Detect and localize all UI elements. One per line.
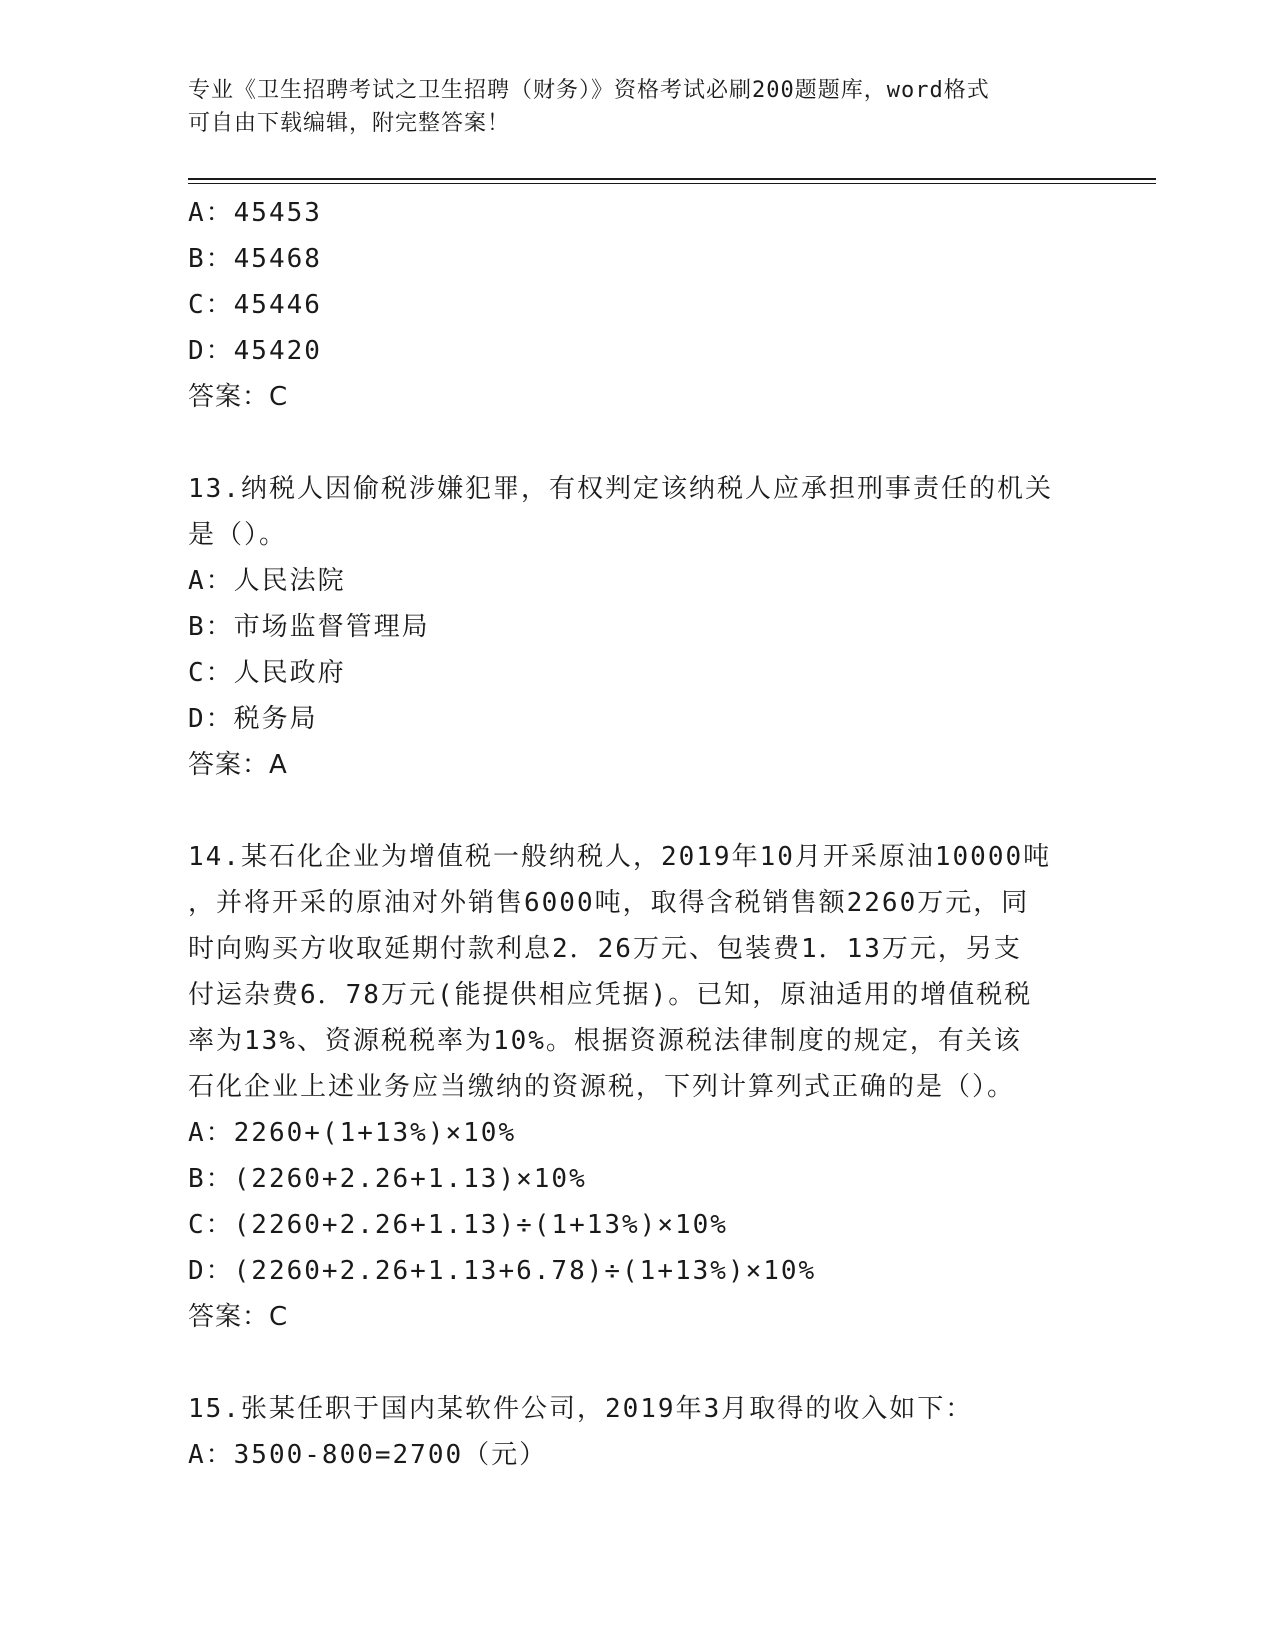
document-body (188, 190, 1088, 1478)
question-stem: ，并将开采的原油对外销售6000吨，取得含税销售额2260万元，同 (188, 888, 1030, 918)
question-stem: 率为13%、资源税税率为10%。根据资源税法律制度的规定，有关该 (188, 1026, 1022, 1056)
question-15 (188, 1386, 1088, 1478)
option-d: D：(2260+2.26+1.13+6.78)÷(1+13%)×10% (188, 1256, 817, 1286)
option-a: A：45453 (188, 198, 322, 228)
question-stem: 15.张某任职于国内某软件公司，2019年3月取得的收入如下： (188, 1394, 974, 1424)
answer: 答案：A (188, 750, 288, 780)
question-stem: 石化企业上述业务应当缴纳的资源税，下列计算列式正确的是（）。 (188, 1072, 1016, 1102)
header-divider-thick (188, 178, 1156, 180)
question-12-continued (188, 190, 1088, 420)
spacer (188, 1340, 1088, 1386)
question-stem: 时向购买方收取延期付款利息2．26万元、包装费1．13万元，另支 (188, 934, 1022, 964)
option-c: C：(2260+2.26+1.13)÷(1+13%)×10% (188, 1210, 728, 1240)
question-14 (188, 834, 1088, 1340)
option-d: D：税务局 (188, 704, 318, 734)
option-d: D：45420 (188, 336, 322, 366)
option-c: C：人民政府 (188, 658, 346, 688)
option-b: B：45468 (188, 244, 322, 274)
spacer (188, 788, 1088, 834)
question-stem: 付运杂费6．78万元(能提供相应凭据)。已知，原油适用的增值税税 (188, 980, 1033, 1010)
document-header (188, 74, 1088, 140)
answer: 答案：C (188, 382, 289, 412)
option-a: A：人民法院 (188, 566, 346, 596)
option-c: C：45446 (188, 290, 322, 320)
question-stem: 14.某石化企业为增值税一般纳税人，2019年10月开采原油10000吨 (188, 842, 1052, 872)
header-line-2: 可自由下载编辑，附完整答案！ (188, 111, 511, 136)
header-line-1: 专业《卫生招聘考试之卫生招聘（财务）》资格考试必刷200题题库，word格式 (188, 78, 990, 103)
option-a: A：3500-800=2700（元） (188, 1440, 548, 1470)
option-b: B：(2260+2.26+1.13)×10% (188, 1164, 587, 1194)
spacer (188, 420, 1088, 466)
header-divider-thin (188, 183, 1156, 184)
question-stem: 是（）。 (188, 520, 288, 550)
question-stem: 13.纳税人因偷税涉嫌犯罪，有权判定该纳税人应承担刑事责任的机关 (188, 474, 1053, 504)
option-a: A：2260+(1+13%)×10% (188, 1118, 517, 1148)
answer: 答案：C (188, 1302, 289, 1332)
question-13 (188, 466, 1088, 788)
option-b: B：市场监督管理局 (188, 612, 430, 642)
